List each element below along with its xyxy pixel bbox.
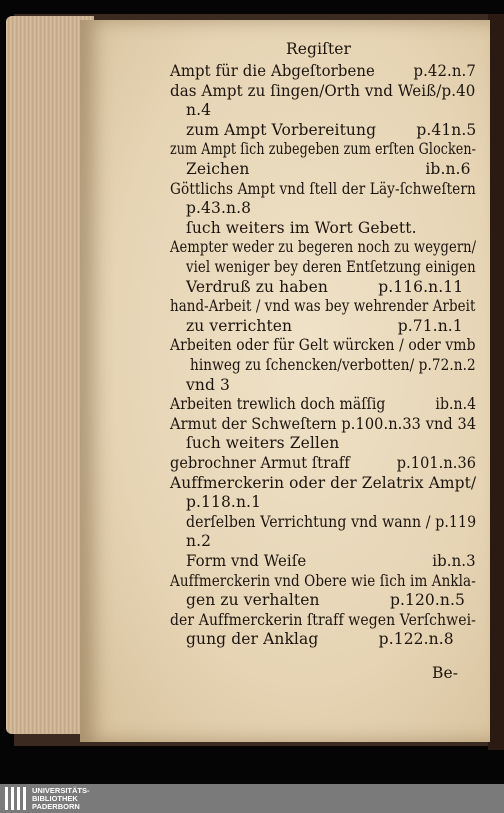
page-header: Regiſter — [286, 40, 352, 58]
index-entry-line: Aempter weder zu begeren noch zu weygern/ — [170, 238, 477, 257]
index-entry-line: Auffmerckerin oder der Zelatrix Ampt/ — [170, 473, 477, 492]
library-logo-icon — [4, 787, 26, 810]
index-entry-line: derſelben Verrichtung vnd wann / p.119 — [186, 512, 477, 531]
index-entry-line: Ampt für die Abgeſtorbene p.42.n.7 — [170, 62, 476, 80]
index-entry-line: Arbeiten oder für Gelt würcken / oder vmb — [170, 336, 476, 355]
index-entry-line: zum Ampt Vorbereitung p.41n.5 — [186, 120, 477, 139]
index-entry-line: hand-Arbeit / vnd was bey wehrender Arbeit — [170, 297, 476, 316]
book-spine — [488, 14, 504, 750]
index-entry-line: p.43.n.8 — [186, 199, 252, 218]
library-name-line-1: UNIVERSITÄTS- — [32, 786, 90, 795]
index-entry-line: hinweg zu ſchencken/verbotten/ p.72.n.2 — [190, 356, 476, 374]
index-entry-line: das Ampt zu ſingen/Orth vnd Weiß/p.40 — [170, 81, 476, 100]
library-name — [32, 787, 90, 811]
index-entry-line: n.4 — [186, 101, 212, 120]
index-entry-line: zum Ampt ſich zubegeben zum erſten Glocken- — [170, 140, 477, 159]
index-entry-line: Göttlichs Ampt vnd ſtell der Läy-ſchweſtern — [170, 179, 476, 198]
index-entry-line: Verdruß zu haben p.116.n.11 — [186, 277, 464, 296]
library-name-line-3: PADERBORN — [32, 802, 80, 811]
index-entry-line: gen zu verhalten p.120.n.5 — [186, 591, 465, 610]
library-name-line-2: BIBLIOTHEK — [32, 794, 78, 803]
index-entry-line: viel weniger bey deren Entſetzung einigen — [186, 258, 476, 276]
index-entry-line: vnd 3 — [186, 375, 230, 394]
footer-bar — [0, 784, 504, 813]
catchword: Be- — [432, 664, 459, 682]
index-entry-line: Arbeiten trewlich doch mäſſig ib.n.4 — [170, 395, 477, 414]
index-entry-line: gung der Anklag p.122.n.8 — [186, 630, 454, 649]
index-entry-line: Form vnd Weiſe ib.n.3 — [186, 552, 476, 570]
index-entry-line: Zeichen ib.n.6 — [186, 160, 471, 178]
index-entry-line: Armut der Schweſtern p.100.n.33 vnd 34 — [170, 414, 477, 433]
index-entry-line: gebrochner Armut ſtraff p.101.n.36 — [170, 454, 477, 472]
index-entry-line: der Auffmerckerin ſtraff wegen Verſchwei- — [170, 610, 476, 629]
index-entry-line: ſuch weiters im Wort Gebett. — [186, 218, 417, 237]
index-entry-line: n.2 — [186, 532, 212, 551]
index-entry-line: p.118.n.1 — [186, 493, 262, 512]
index-entry-line: Auffmerckerin vnd Obere wie ſich im Ankla- — [170, 571, 476, 590]
index-entry-line: zu verrichten p.71.n.1 — [186, 316, 463, 335]
index-entry-line: ſuch weiters Zellen — [186, 434, 340, 453]
